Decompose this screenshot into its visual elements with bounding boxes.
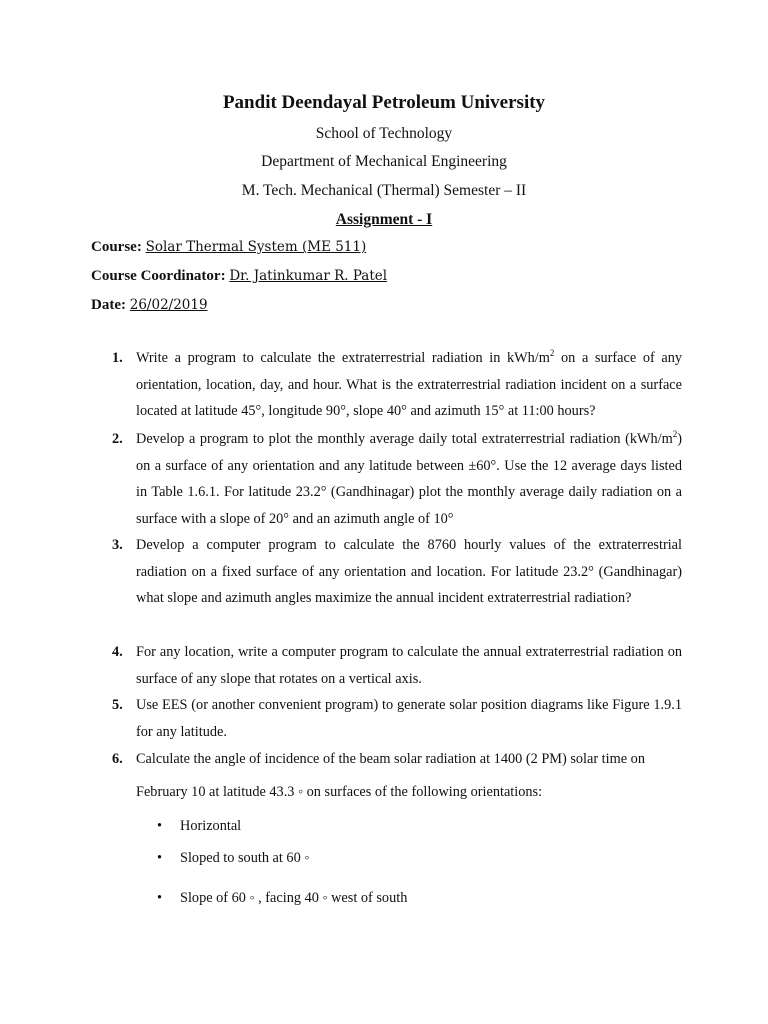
question-6 — [112, 746, 682, 773]
question-number: 4. — [112, 644, 123, 660]
bullet-icon: • — [157, 850, 163, 866]
question-text: Develop a computer program to calculate the 8760 hourly values of the extraterrestrial radiation on a fixed surface of any orientation and location. For latitude 23.2° (Gandhinagar) what slope and azimuth angles maximize the annual incident extraterrestrial radiation? — [136, 537, 682, 606]
question-number: 3. — [112, 537, 123, 553]
question-5 — [112, 692, 682, 745]
date-label: Date — [91, 297, 121, 313]
bullet-text: Sloped to south at 60 ◦ — [180, 850, 310, 866]
question-text: Write a program to calculate the extraterrestrial radiation in kWh/$m^2$ on a surface of any orientation, location, day, and hour. What is the extraterrestrial radiation incident on a surface located at latitude 45°, longitude 90°, slope 40° and azimuth 15° at 11:00 hours? — [136, 348, 682, 419]
bullet-icon: • — [157, 818, 163, 834]
question-3 — [112, 532, 682, 612]
bullet-icon: • — [157, 890, 163, 906]
question-text-line2: February 10 at latitude 43.3 ◦ on surfaces of the following orientations: — [136, 784, 543, 800]
question-number: 6. — [112, 751, 123, 767]
coordinator-value: Dr. Jatinkumar R. Patel — [229, 268, 388, 284]
school-name: School of Technology — [315, 125, 453, 142]
question-text: Develop a program to plot the monthly average daily total extraterrestrial radiation $(kWh/m^2)$ on a surface of any orientation and any latitude between ±60°. Use the 12 average days listed in Table 1.6.1. For latitude 23.2° (Gandhinagar) plot the monthly average daily radiation on a surface with a slope of 20° and an azimuth angle of 10° — [136, 429, 682, 527]
question-6-continuation — [112, 779, 682, 806]
question-text: For any location, write a computer program to calculate the annual extraterrestrial radiation on surface of any slope that rotates on a vertical axis. — [136, 644, 682, 687]
question-text: Use EES (or another convenient program) to generate solar position diagrams like Figure 1.9.1 for any latitude. — [136, 697, 682, 740]
question-number: 2. — [112, 431, 123, 447]
date-line: Date: 26/02/2019 — [91, 297, 208, 313]
bullet-text: Horizontal — [180, 818, 242, 834]
course-line: Course: Solar Thermal System (ME 511) — [91, 239, 367, 255]
course-value: Solar Thermal System (ME 511) — [145, 239, 367, 255]
bullet-item — [157, 818, 241, 835]
question-number: 1. — [112, 350, 123, 366]
bullet-item — [157, 890, 407, 907]
bullet-item — [157, 850, 309, 867]
question-number: 5. — [112, 697, 123, 713]
assignment-title: Assignment - I — [335, 211, 433, 228]
course-label: Course — [91, 239, 137, 255]
coordinator-label: Course Coordinator — [91, 268, 221, 284]
question-text-line1: Calculate the angle of incidence of the beam solar radiation at 1400 (2 PM) solar time on — [136, 751, 645, 767]
bullet-text: Slope of 60 ◦ , facing 40 ◦ west of south — [180, 890, 408, 906]
question-2 — [112, 426, 682, 532]
coordinator-line: Course Coordinator: Dr. Jatinkumar R. Patel — [91, 268, 388, 284]
date-value: 26/02/2019 — [129, 297, 208, 313]
program-name: M. Tech. Mechanical (Thermal) Semester – II — [241, 182, 527, 199]
question-1 — [112, 345, 682, 425]
question-4 — [112, 639, 682, 692]
university-title: Pandit Deendayal Petroleum University — [222, 92, 546, 113]
department-name: Department of Mechanical Engineering — [261, 153, 507, 170]
